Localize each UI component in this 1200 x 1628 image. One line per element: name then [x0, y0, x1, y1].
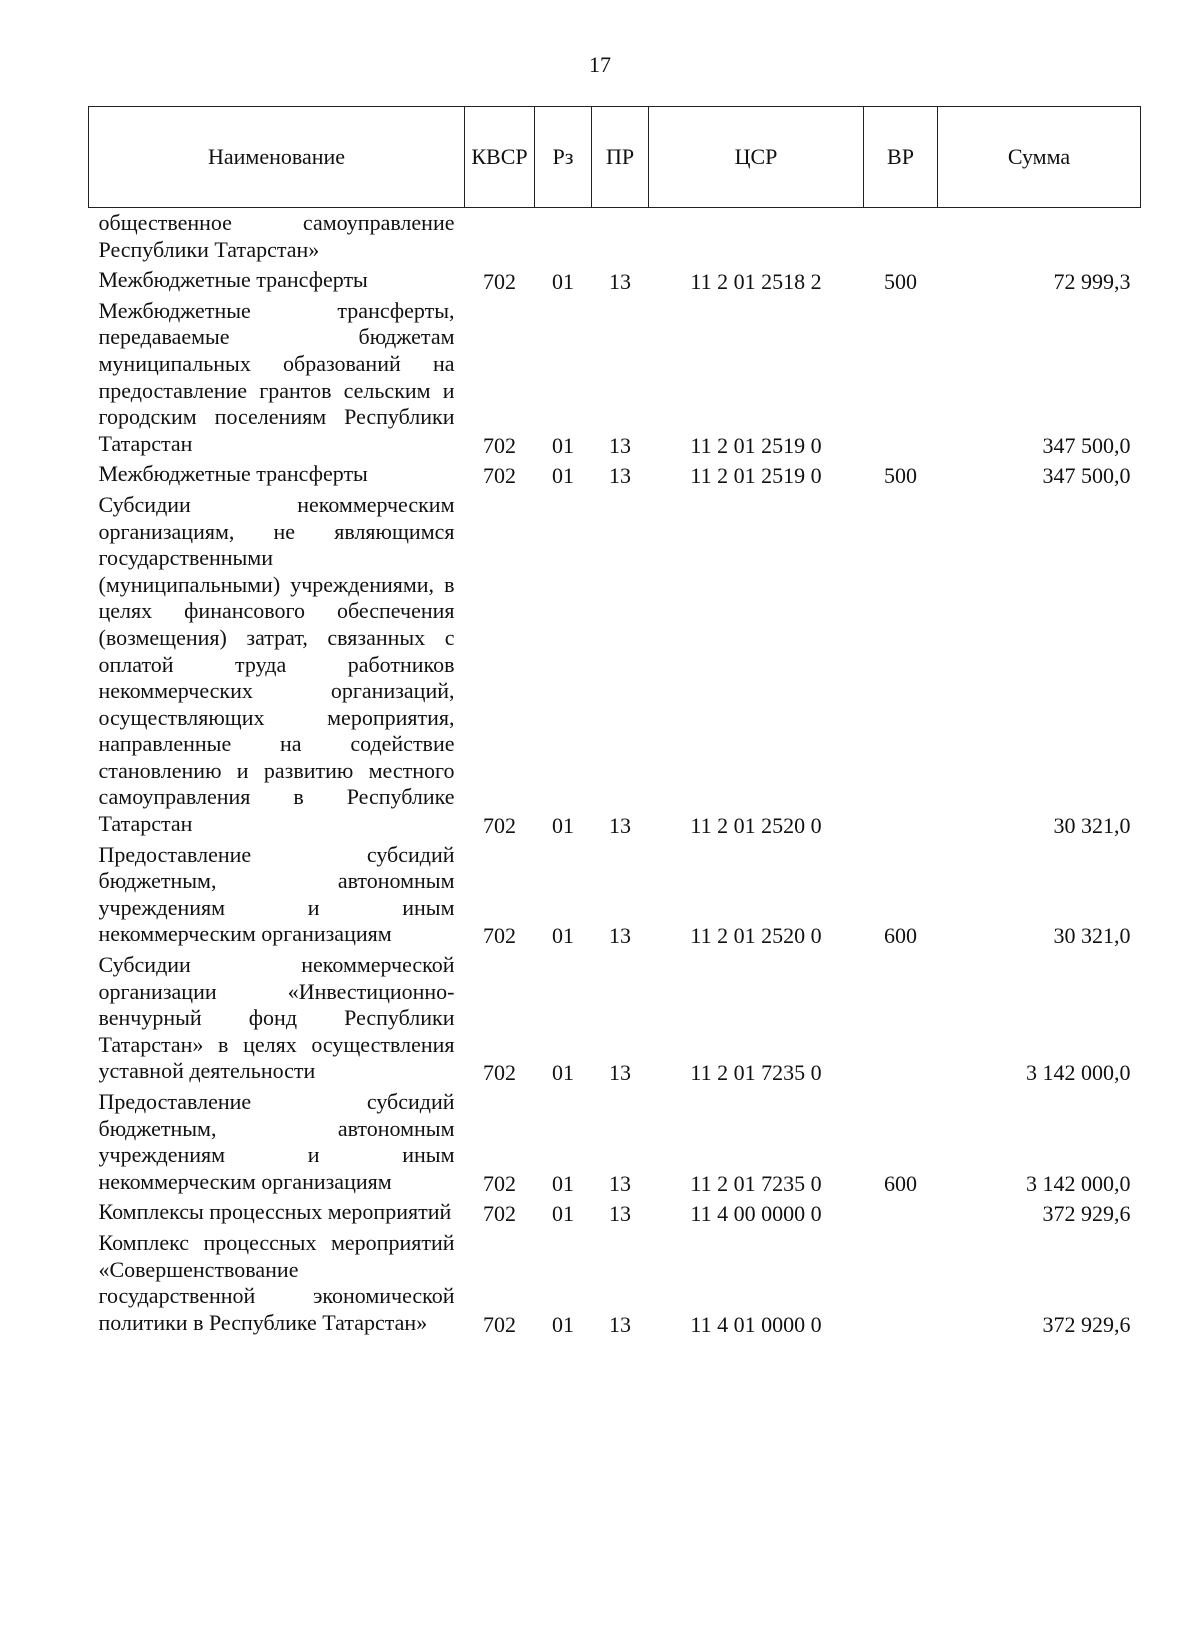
cell-csr	[649, 208, 864, 266]
cell-pr: 13	[609, 269, 631, 295]
cell-name: Межбюджетные трансферты	[98, 461, 368, 487]
cell-sum: 347 500,0	[1042, 463, 1131, 489]
cell-csr: 11 4 01 0000 0	[690, 1311, 822, 1337]
cell-kvsr: 702	[483, 1311, 516, 1337]
cell-rz: 01	[552, 1060, 574, 1086]
cell-vr	[864, 1228, 938, 1338]
cell-vr: 500	[884, 269, 917, 295]
cell-csr: 11 2 01 2520 0	[690, 923, 822, 949]
cell-pr: 13	[609, 1170, 631, 1196]
cell-rz: 01	[552, 432, 574, 458]
cell-kvsr: 702	[483, 1201, 516, 1227]
cell-name: Субсидии некоммерческим организациям, не являющимся государственными (муниципальными) учреждениями, в целях финансового обеспечения (возмещения) затрат, связанных с оплатой труда работников некоммерческих организаций, осуществляющих мероприятия, направленные на содействие становлению и развитию местного самоуправления в Республике Татарстан	[98, 491, 455, 837]
cell-csr: 11 4 00 0000 0	[690, 1201, 822, 1227]
cell-vr: 600	[884, 923, 917, 949]
cell-vr: 600	[884, 1170, 917, 1196]
table-header	[89, 107, 1141, 208]
cell-rz	[535, 208, 592, 266]
cell-kvsr	[465, 208, 535, 266]
table-body	[89, 208, 1141, 1339]
table-row	[89, 296, 1141, 460]
cell-name: Субсидии некоммерческой организации «Инвестиционно-венчурный фонд Республики Татарстан» в целях осуществления уставной деятельности	[98, 952, 455, 1084]
cell-vr: 500	[884, 463, 917, 489]
cell-csr: 11 2 01 2520 0	[690, 813, 822, 839]
cell-rz: 01	[552, 1201, 574, 1227]
header-csr: ЦСР	[649, 107, 864, 208]
table-row	[89, 1087, 1141, 1197]
cell-sum: 30 321,0	[1053, 923, 1131, 949]
page-number: 17	[589, 52, 611, 77]
budget-table	[88, 106, 1141, 1338]
cell-pr: 13	[609, 923, 631, 949]
cell-rz: 01	[552, 1170, 574, 1196]
table-row	[89, 265, 1141, 296]
cell-kvsr: 702	[483, 813, 516, 839]
table-row	[89, 490, 1141, 840]
cell-name: Предоставление субсидий бюджетным, автономным учреждениям и иным некоммерческим организациям	[98, 841, 455, 947]
cell-pr	[592, 208, 649, 266]
header-vr: ВР	[864, 107, 938, 208]
cell-pr: 13	[609, 432, 631, 458]
cell-kvsr: 702	[483, 923, 516, 949]
cell-vr	[864, 1197, 938, 1228]
cell-rz: 01	[552, 269, 574, 295]
cell-name: Комплексы процессных мероприятий	[98, 1199, 452, 1225]
cell-pr: 13	[609, 463, 631, 489]
header-pr: ПР	[592, 107, 649, 208]
cell-kvsr: 702	[483, 463, 516, 489]
cell-sum: 372 929,6	[1042, 1311, 1131, 1337]
cell-pr: 13	[609, 1311, 631, 1337]
cell-pr: 13	[609, 1201, 631, 1227]
header-sum: Сумма	[938, 107, 1141, 208]
header-rz: Рз	[535, 107, 592, 208]
cell-kvsr: 702	[483, 1170, 516, 1196]
cell-pr: 13	[609, 813, 631, 839]
cell-sum: 3 142 000,0	[1026, 1170, 1131, 1196]
cell-csr: 11 2 01 2519 0	[690, 432, 822, 458]
table-row	[89, 1197, 1141, 1228]
table-row	[89, 840, 1141, 950]
table-row	[89, 459, 1141, 490]
cell-vr	[864, 950, 938, 1087]
cell-sum: 347 500,0	[1042, 432, 1131, 458]
cell-rz: 01	[552, 1311, 574, 1337]
table-row	[89, 1228, 1141, 1338]
header-name: Наименование	[89, 107, 465, 208]
cell-rz: 01	[552, 923, 574, 949]
cell-sum: 72 999,3	[1053, 269, 1131, 295]
cell-rz: 01	[552, 813, 574, 839]
cell-rz: 01	[552, 463, 574, 489]
cell-vr	[864, 208, 938, 266]
cell-name: Межбюджетные трансферты, передаваемые бюджетам муниципальных образований на предоставление грантов сельским и городским поселениям Республики Татарстан	[98, 297, 455, 456]
table-row	[89, 208, 1141, 266]
cell-kvsr: 702	[483, 269, 516, 295]
cell-name: Комплекс процессных мероприятий «Совершенствование государственной экономической политики в Республике Татарстан»	[98, 1229, 455, 1335]
cell-csr: 11 2 01 7235 0	[690, 1170, 822, 1196]
header-kvsr: КВСР	[465, 107, 535, 208]
cell-pr: 13	[609, 1060, 631, 1086]
cell-csr: 11 2 01 7235 0	[690, 1060, 822, 1086]
cell-kvsr: 702	[483, 1060, 516, 1086]
cell-name: Предоставление субсидий бюджетным, автономным учреждениям и иным некоммерческим организациям	[98, 1089, 455, 1194]
cell-name: общественное самоуправление Республики Татарстан»	[98, 210, 455, 262]
cell-sum: 30 321,0	[1053, 813, 1131, 839]
cell-vr	[864, 490, 938, 840]
cell-csr: 11 2 01 2519 0	[690, 463, 822, 489]
cell-kvsr: 702	[483, 432, 516, 458]
cell-sum	[938, 208, 1141, 266]
cell-sum: 3 142 000,0	[1026, 1060, 1131, 1086]
table-row	[89, 950, 1141, 1087]
cell-csr: 11 2 01 2518 2	[690, 269, 822, 295]
cell-sum: 372 929,6	[1042, 1201, 1131, 1227]
cell-vr	[864, 296, 938, 460]
cell-name: Межбюджетные трансферты	[98, 267, 368, 293]
